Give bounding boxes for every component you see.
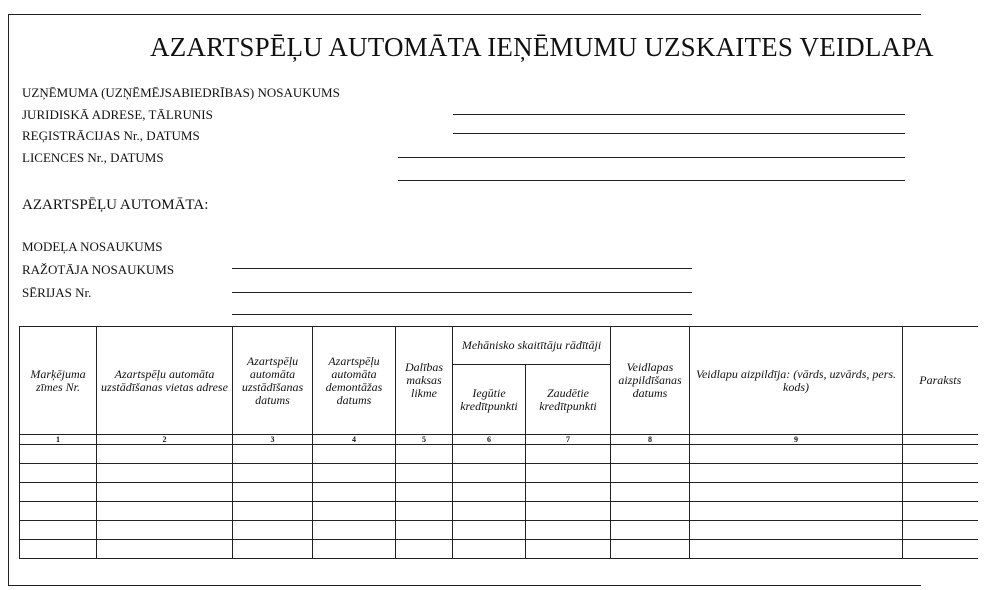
table-cell[interactable] (611, 464, 690, 483)
table-cell[interactable] (233, 445, 313, 464)
table-row (20, 521, 978, 540)
col-header-fee-rate: Dalības maksas likme (396, 327, 453, 435)
column-number: 6 (453, 435, 526, 445)
table-cell[interactable] (20, 464, 97, 483)
column-number: 9 (690, 435, 903, 445)
table-cell[interactable] (20, 540, 97, 559)
table-cell[interactable] (313, 483, 396, 502)
column-number: 1 (20, 435, 97, 445)
table-cell[interactable] (396, 502, 453, 521)
table-cell[interactable] (233, 521, 313, 540)
legal-address-label: JURIDISKĀ ADRESE, TĀLRUNIS (22, 107, 213, 122)
table-cell[interactable] (903, 502, 978, 521)
col-header-credits-won: Iegūtie kredītpunkti (453, 365, 526, 435)
table-cell[interactable] (526, 464, 611, 483)
company-name-label: UZŅĒMUMA (UZŅĒMĒJSABIEDRĪBAS) NOSAUKUMS (22, 85, 340, 100)
table-cell[interactable] (526, 502, 611, 521)
column-number: 2 (97, 435, 233, 445)
table-cell[interactable] (396, 540, 453, 559)
ledger-body (20, 445, 978, 559)
table-cell[interactable] (97, 521, 233, 540)
table-cell[interactable] (903, 540, 978, 559)
manufacturer-line[interactable] (232, 268, 692, 269)
col-header-dismantle-date: Azartspēļu automāta demontāžas datums (313, 327, 396, 435)
col-header-signature: Paraksts (903, 327, 978, 435)
table-cell[interactable] (526, 445, 611, 464)
machine-section-title: AZARTSPĒĻU AUTOMĀTA: (22, 197, 209, 213)
table-cell[interactable] (97, 540, 233, 559)
col-group-counter-readings: Mehānisko skaitītāju rādītāji (453, 327, 611, 365)
table-cell[interactable] (97, 483, 233, 502)
serial-number-line[interactable] (232, 292, 692, 293)
table-cell[interactable] (20, 502, 97, 521)
serial-number-line-2[interactable] (232, 314, 692, 315)
table-row (20, 464, 978, 483)
table-cell[interactable] (233, 464, 313, 483)
col-header-mark-number: Marķējuma zīmes Nr. (20, 327, 97, 435)
table-cell[interactable] (97, 464, 233, 483)
table-cell[interactable] (526, 521, 611, 540)
serial-number-label: SĒRIJAS Nr. (22, 285, 92, 300)
table-cell[interactable] (611, 445, 690, 464)
table-cell[interactable] (396, 521, 453, 540)
table-cell[interactable] (690, 483, 903, 502)
col-header-filled-by: Veidlapu aizpildīja: (vārds, uzvārds, pers. kods) (690, 327, 903, 435)
table-cell[interactable] (690, 521, 903, 540)
table-cell[interactable] (453, 502, 526, 521)
column-number: 8 (611, 435, 690, 445)
license-line-2[interactable] (398, 180, 905, 181)
table-cell[interactable] (97, 502, 233, 521)
table-cell[interactable] (396, 464, 453, 483)
table-cell[interactable] (20, 521, 97, 540)
table-cell[interactable] (690, 502, 903, 521)
table-cell[interactable] (526, 483, 611, 502)
table-row (20, 483, 978, 502)
table-cell[interactable] (233, 540, 313, 559)
table-cell[interactable] (611, 483, 690, 502)
table-cell[interactable] (453, 464, 526, 483)
table-cell[interactable] (453, 521, 526, 540)
column-number: 4 (313, 435, 396, 445)
legal-address-line[interactable] (453, 114, 905, 115)
column-number-row (20, 435, 978, 445)
table-cell[interactable] (690, 445, 903, 464)
table-cell[interactable] (611, 540, 690, 559)
table-cell[interactable] (313, 464, 396, 483)
table-cell[interactable] (313, 445, 396, 464)
table-cell[interactable] (97, 445, 233, 464)
column-number: 3 (233, 435, 313, 445)
registration-line[interactable] (453, 133, 905, 134)
table-cell[interactable] (20, 483, 97, 502)
table-cell[interactable] (903, 521, 978, 540)
table-cell[interactable] (690, 540, 903, 559)
table-cell[interactable] (313, 540, 396, 559)
registration-label: REĢISTRĀCIJAS Nr., DATUMS (22, 128, 200, 143)
table-cell[interactable] (903, 445, 978, 464)
table-cell[interactable] (453, 540, 526, 559)
col-header-install-address: Azartspēļu automāta uzstādīšanas vietas adrese (97, 327, 233, 435)
table-cell[interactable] (20, 445, 97, 464)
license-line[interactable] (398, 157, 905, 158)
table-cell[interactable] (453, 445, 526, 464)
table-cell[interactable] (611, 502, 690, 521)
table-cell[interactable] (396, 483, 453, 502)
table-cell[interactable] (233, 502, 313, 521)
table-row (20, 502, 978, 521)
column-number: 7 (526, 435, 611, 445)
table-cell[interactable] (903, 483, 978, 502)
manufacturer-label: RAŽOTĀJA NOSAUKUMS (22, 262, 175, 277)
table-cell[interactable] (453, 483, 526, 502)
table-cell[interactable] (313, 521, 396, 540)
form-title: AZARTSPĒĻU AUTOMĀTA IEŅĒMUMU UZSKAITES VEIDLAPA (150, 32, 934, 62)
column-number (903, 435, 978, 445)
table-row (20, 445, 978, 464)
model-name-label: MODEĻA NOSAUKUMS (22, 239, 163, 254)
col-header-fill-date: Veidlapas aizpildīšanas datums (611, 327, 690, 435)
table-cell[interactable] (690, 464, 903, 483)
col-header-credits-lost: Zaudētie kredītpunkti (526, 365, 611, 435)
table-cell[interactable] (526, 540, 611, 559)
ledger-table (19, 326, 978, 559)
table-cell[interactable] (233, 483, 313, 502)
column-number: 5 (396, 435, 453, 445)
table-cell[interactable] (313, 502, 396, 521)
license-label: LICENCES Nr., DATUMS (22, 150, 164, 165)
table-cell[interactable] (396, 445, 453, 464)
table-cell[interactable] (611, 521, 690, 540)
col-header-install-date: Azartspēļu automāta uzstādīšanas datums (233, 327, 313, 435)
table-row (20, 540, 978, 559)
table-cell[interactable] (903, 464, 978, 483)
